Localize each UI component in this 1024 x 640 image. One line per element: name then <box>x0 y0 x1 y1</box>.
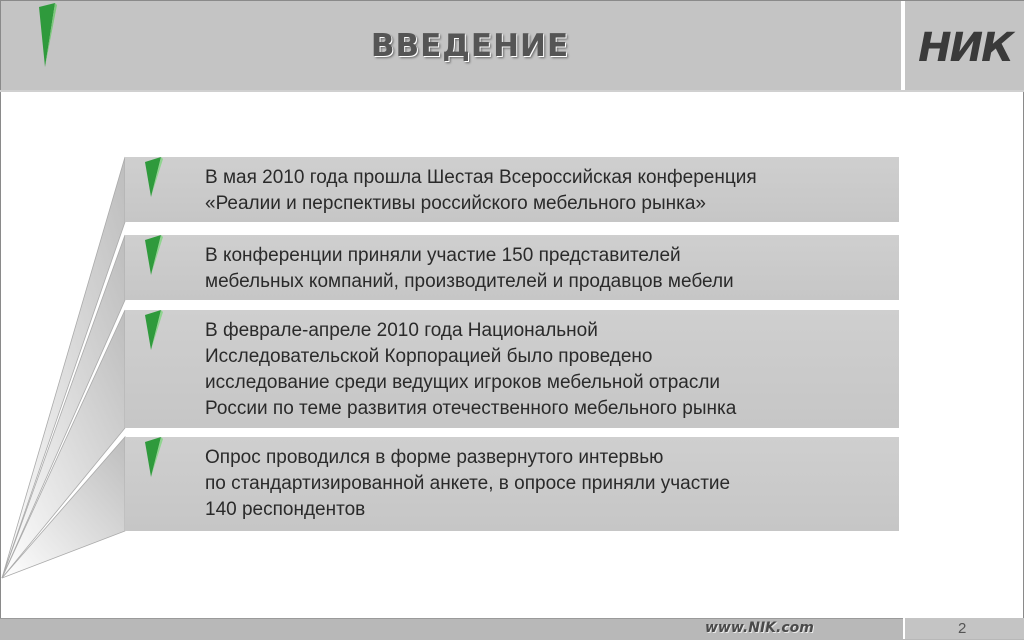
list-item-text: В конференции приняли участие 150 представителей мебельных компаний, производителей и продавцов мебели <box>205 245 734 292</box>
slide-title: ВВЕДЕНИЕ <box>370 28 570 64</box>
list-item <box>125 310 899 428</box>
list-item <box>125 235 899 300</box>
green-marker-icon <box>139 235 179 295</box>
footer-url[interactable]: www.NIK.com <box>705 620 814 636</box>
list-item <box>125 157 899 222</box>
list-item-text: В феврале-апреле 2010 года Национальной Исследовательской Корпорацией было проведено исследование среди ведущих игроков мебельной отрасли России по теме развития отечественного мебельного рынка <box>205 320 737 419</box>
green-marker-icon <box>139 310 179 370</box>
logo: НИК <box>918 25 1012 71</box>
green-marker-icon <box>139 157 179 217</box>
green-marker-icon <box>139 437 179 497</box>
list-item-text: В мая 2010 года прошла Шестая Всероссийская конференция «Реалии и перспективы российского мебельного рынка» <box>205 167 757 214</box>
footer-bar <box>0 618 1024 640</box>
list-item-text: Опрос проводился в форме развернутого интервью по стандартизированной анкете, в опросе приняли участие 140 респондентов <box>205 447 731 520</box>
page-number: 2 <box>958 620 967 637</box>
list-item <box>125 437 899 531</box>
